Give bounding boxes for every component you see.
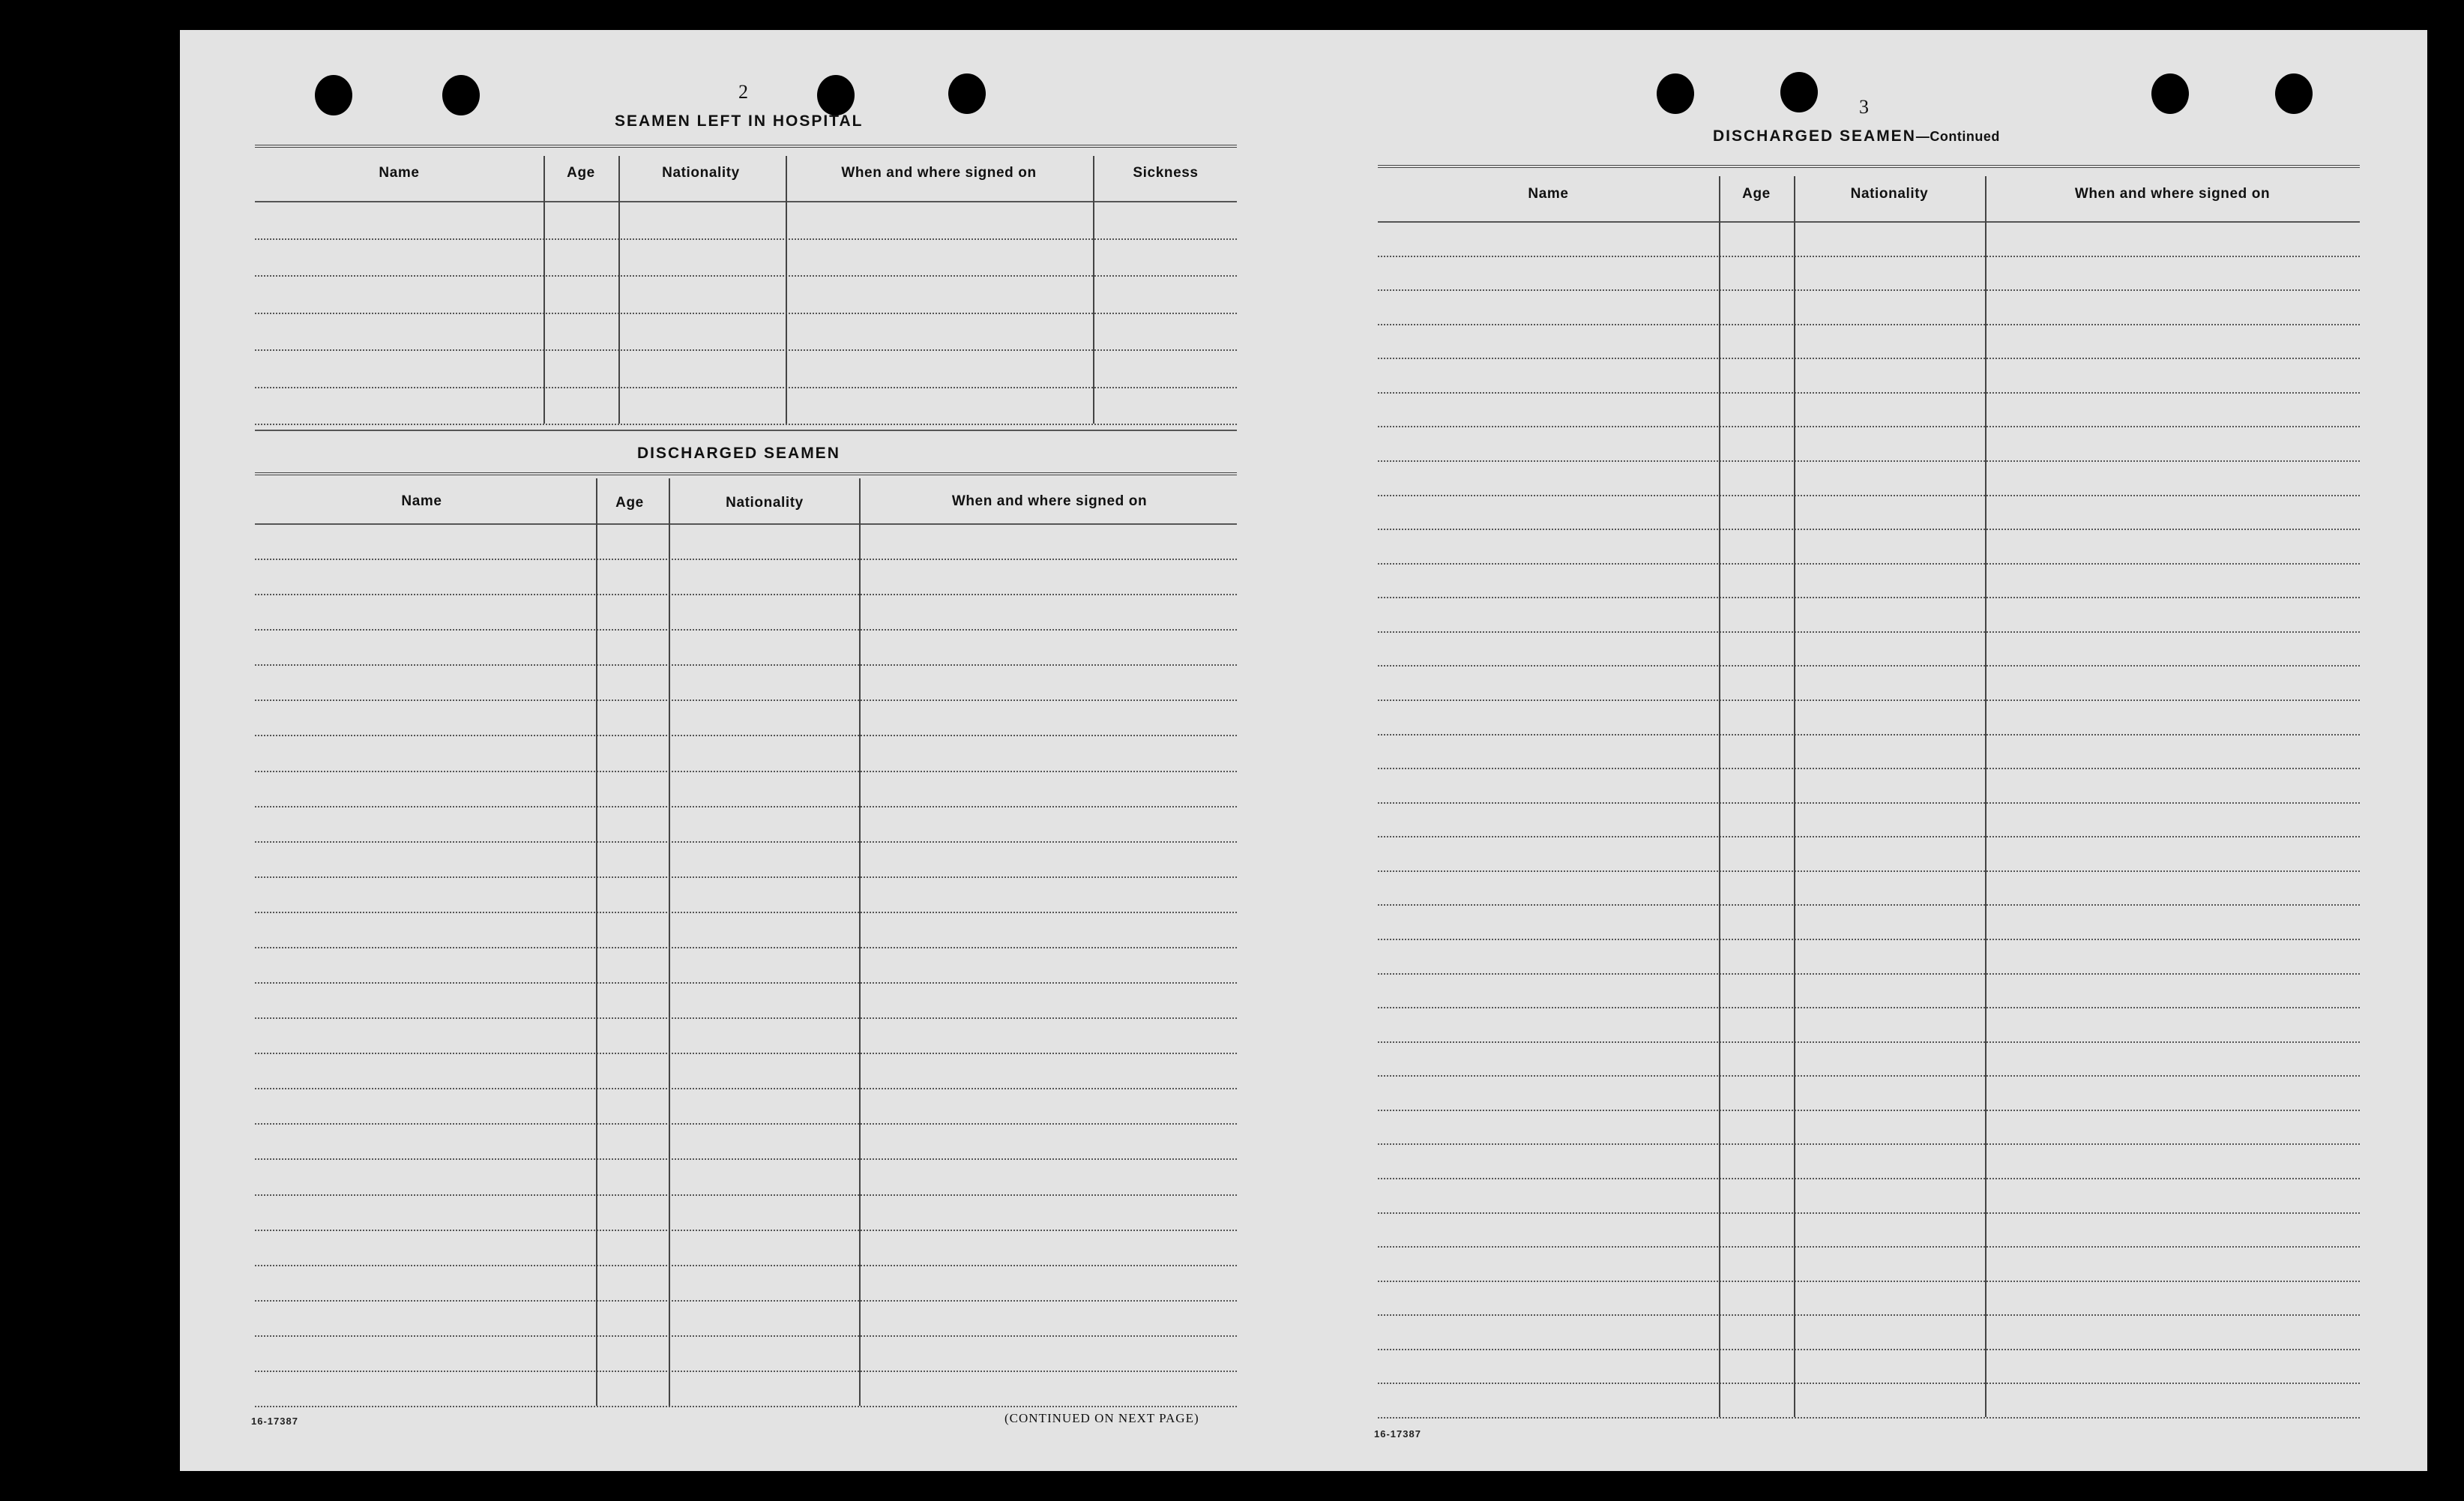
column-divider (1093, 156, 1094, 424)
divider (255, 145, 1237, 149)
column-divider (1794, 176, 1795, 1417)
ruled-entry-line (255, 735, 1237, 736)
ruled-entry-line (255, 1335, 1237, 1337)
divider (255, 472, 1237, 477)
ruled-entry-line (1378, 358, 2360, 359)
ruled-entry-line (1378, 1417, 2360, 1419)
ruled-entry-line (1378, 1349, 2360, 1350)
ruled-entry-line (1378, 768, 2360, 769)
ruled-entry-line (255, 876, 1237, 878)
ruled-entry-line (255, 982, 1237, 984)
ruled-entry-line (255, 559, 1237, 560)
table-bottom-rule (255, 430, 1237, 431)
ruled-entry-line (1378, 939, 2360, 940)
ruled-entry-line (1378, 529, 2360, 530)
ruled-entry-line (255, 387, 1237, 388)
ruled-entry-line (255, 1194, 1237, 1196)
divider (1378, 165, 2360, 169)
title-main: DISCHARGED SEAMEN (1713, 127, 1916, 145)
ruled-entry-line (1378, 1212, 2360, 1214)
ruled-entry-line (1378, 1110, 2360, 1111)
ruled-entry-line (255, 1265, 1237, 1266)
column-header-name: Name (401, 493, 442, 509)
column-divider (1985, 176, 1986, 1417)
ruled-entry-line (255, 1300, 1237, 1302)
ruled-entry-line (1378, 904, 2360, 906)
punch-hole (315, 75, 352, 115)
column-header-sickness: Sickness (1133, 165, 1199, 181)
ruled-entry-line (255, 947, 1237, 948)
punch-hole (1657, 73, 1694, 114)
column-divider (596, 478, 597, 1406)
form-number: 16-17387 (251, 1416, 298, 1427)
ruled-entry-line (1378, 289, 2360, 291)
ruled-entry-line (255, 1371, 1237, 1372)
column-header-age: Age (567, 165, 595, 181)
ruled-entry-line (1378, 1007, 2360, 1008)
punch-hole (442, 75, 480, 115)
form-number: 16-17387 (1374, 1428, 1421, 1440)
column-header-when-where: When and where signed on (951, 493, 1148, 509)
punch-hole (948, 73, 986, 114)
ruled-entry-line (255, 700, 1237, 701)
ruled-entry-line (1378, 1143, 2360, 1145)
ruled-entry-line (1378, 1383, 2360, 1384)
discharged-section-title: DISCHARGED SEAMEN (637, 445, 840, 462)
punch-hole (2151, 73, 2189, 114)
ruled-entry-line (255, 1053, 1237, 1054)
ruled-entry-line (1378, 870, 2360, 872)
ruled-entry-line (255, 1406, 1237, 1407)
title-suffix: —Continued (1915, 129, 2000, 144)
column-header-nationality: Nationality (1850, 186, 1929, 202)
ruled-entry-line (255, 1017, 1237, 1019)
ruled-entry-line (255, 1158, 1237, 1160)
ruled-entry-line (1378, 802, 2360, 804)
continued-note: (CONTINUED ON NEXT PAGE) (1004, 1411, 1199, 1425)
ruled-entry-line (1378, 426, 2360, 427)
ruled-entry-line (1378, 1246, 2360, 1248)
column-header-when-where: When and where signed on (841, 165, 1037, 181)
column-header-age: Age (1742, 186, 1771, 202)
ruled-entry-line (1378, 1314, 2360, 1316)
ruled-entry-line (255, 841, 1237, 843)
page-number: 2 (738, 81, 748, 103)
column-header-age: Age (615, 495, 644, 511)
ruled-entry-line (255, 1123, 1237, 1125)
ruled-entry-line (255, 594, 1237, 595)
ruled-entry-line (255, 912, 1237, 913)
column-header-nationality: Nationality (662, 165, 740, 181)
ruled-entry-line (1378, 324, 2360, 325)
ruled-entry-line (255, 313, 1237, 314)
column-header-when-where: When and where signed on (2074, 186, 2271, 202)
ruled-entry-line (255, 275, 1237, 277)
punch-hole (817, 75, 855, 115)
ruled-entry-line (255, 424, 1237, 425)
ruled-entry-line (255, 1088, 1237, 1089)
ruled-entry-line (255, 664, 1237, 666)
column-divider (543, 156, 545, 424)
ruled-entry-line (1378, 460, 2360, 462)
ruled-entry-line (1378, 1281, 2360, 1282)
ruled-entry-line (1378, 973, 2360, 975)
ruled-entry-line (255, 629, 1237, 631)
hospital-section-title: SEAMEN LEFT IN HOSPITAL (615, 112, 864, 130)
column-divider (618, 156, 620, 424)
ruled-entry-line (1378, 700, 2360, 701)
ruled-entry-line (1378, 495, 2360, 496)
column-header-name: Name (379, 165, 420, 181)
ruled-entry-line (1378, 631, 2360, 633)
ruled-entry-line (1378, 836, 2360, 837)
ruled-entry-line (1378, 1178, 2360, 1179)
header-rule (255, 523, 1237, 525)
ruled-entry-line (255, 1230, 1237, 1231)
column-header-name: Name (1528, 186, 1569, 202)
ruled-entry-line (255, 806, 1237, 807)
ruled-entry-line (1378, 665, 2360, 667)
ruled-entry-line (255, 349, 1237, 351)
ruled-entry-line (255, 771, 1237, 772)
manifest-form-spread (180, 30, 2427, 1471)
ruled-entry-line (1378, 597, 2360, 598)
ruled-entry-line (1378, 563, 2360, 565)
column-divider (859, 478, 861, 1406)
ruled-entry-line (1378, 1041, 2360, 1043)
punch-hole (1780, 72, 1818, 112)
ruled-entry-line (1378, 256, 2360, 257)
column-divider (669, 478, 670, 1406)
column-divider (786, 156, 787, 424)
punch-hole (2275, 73, 2313, 114)
page-number: 3 (1859, 96, 1869, 118)
column-header-nationality: Nationality (726, 495, 804, 511)
ruled-entry-line (255, 238, 1237, 240)
header-rule (255, 201, 1237, 202)
header-rule (1378, 221, 2360, 223)
discharged-continued-title (1713, 127, 2000, 145)
ruled-entry-line (1378, 734, 2360, 736)
ruled-entry-line (1378, 1075, 2360, 1077)
column-divider (1719, 176, 1720, 1417)
ruled-entry-line (1378, 392, 2360, 394)
